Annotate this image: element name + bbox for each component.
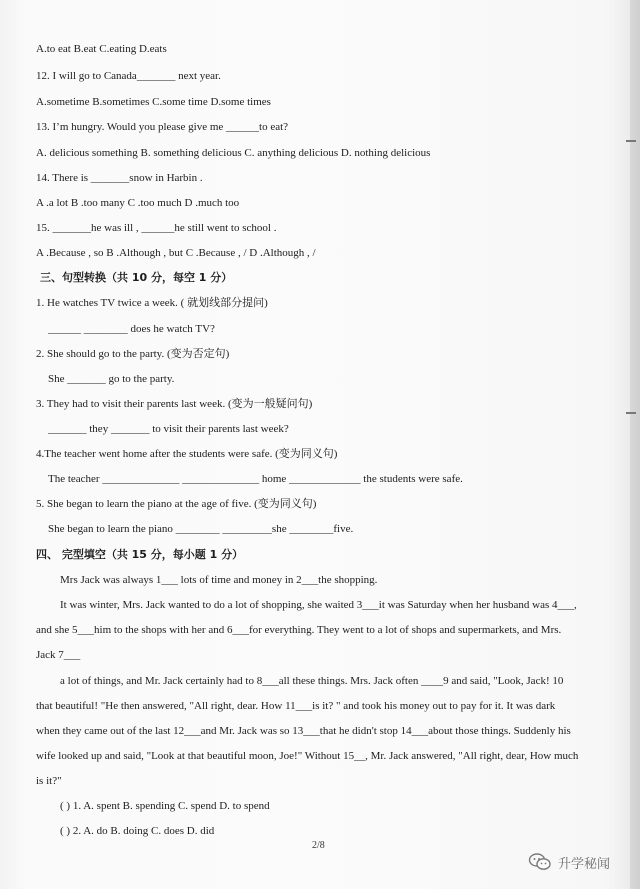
text-line: 12. I will go to Canada_______ next year.	[36, 70, 221, 82]
text-line: and she 5___him to the shops with her and 6___for everything. They went to a lot of shops and supermarkets, and Mrs.	[36, 624, 562, 636]
text-line: A .Because , so B .Although , but C .Because , / D .Although , /	[36, 247, 316, 259]
wechat-channel-icon	[528, 852, 552, 872]
text-line: She began to learn the piano ________ _________she ________five.	[48, 523, 354, 535]
page-number: 2/8	[312, 840, 325, 851]
text-line: 1. He watches TV twice a week. ( 就划线部分提问)	[36, 297, 268, 309]
text-line: A. delicious something B. something delicious C. anything delicious D. nothing delicious	[36, 147, 431, 159]
text-line: a lot of things, and Mr. Jack certainly had to 8___all these things. Mrs. Jack often ____9 and said, "Look, Jack! 10	[60, 675, 564, 687]
text-line: A.to eat B.eat C.eating D.eats	[36, 43, 167, 55]
text-line: Mrs Jack was always 1___ lots of time and money in 2___the shopping.	[60, 574, 378, 586]
text-line: 15. _______he was ill , ______he still went to school .	[36, 222, 277, 234]
text-line: ( ) 1. A. spent B. spending C. spend D. to spend	[60, 800, 270, 812]
text-line: when they came out of the last 12___and Mr. Jack was so 13___that he didn't stop 14___about those things. Suddenly his	[36, 725, 571, 737]
text-line: 3. They had to visit their parents last week. (变为一般疑问句)	[36, 398, 313, 410]
page-edge-mark	[626, 412, 636, 414]
text-line: A .a lot B .too many C .too much D .much too	[36, 197, 240, 209]
text-line: ( ) 2. A. do B. doing C. does D. did	[60, 825, 215, 837]
text-line: is it?"	[36, 775, 62, 787]
text-line: ______ ________ does he watch TV?	[48, 323, 215, 335]
page-edge	[630, 0, 640, 889]
text-line: that beautiful! "He then answered, "All right, dear. How 11___is it? " and took his money out to pay for it. It was dark	[36, 700, 556, 712]
text-line: 4.The teacher went home after the students were safe. (变为同义句)	[36, 448, 338, 460]
section-heading: 三、句型转换（共 10 分，每空 1 分）	[40, 271, 233, 284]
text-line: The teacher ______________ ______________ home _____________ the students were safe.	[48, 473, 463, 485]
text-line: Jack 7___	[36, 649, 81, 661]
text-line: It was winter, Mrs. Jack wanted to do a lot of shopping, she waited 3___it was Saturday when her husband was 4___,	[60, 599, 577, 611]
page-edge-mark	[626, 140, 636, 142]
text-line: A.sometime B.sometimes C.some time D.some times	[36, 96, 271, 108]
text-line: She _______ go to the party.	[48, 373, 175, 385]
text-line: _______ they _______ to visit their parents last week?	[48, 423, 289, 435]
section-heading: 四、 完型填空（共 15 分，每小题 1 分）	[36, 548, 244, 561]
text-line: 14. There is _______snow in Harbin .	[36, 172, 203, 184]
watermark	[528, 850, 610, 874]
text-line: 5. She began to learn the piano at the age of five. (变为同义句)	[36, 498, 317, 510]
text-line: 2. She should go to the party. (变为否定句)	[36, 348, 230, 360]
text-line: 13. I’m hungry. Would you please give me ______to eat?	[36, 121, 289, 133]
watermark-text: 升学秘闻	[558, 856, 611, 872]
text-line: wife looked up and said, "Look at that beautiful moon, Joe!" Without 15__, Mr. Jack answered, "All right, dear, How much	[36, 750, 579, 762]
